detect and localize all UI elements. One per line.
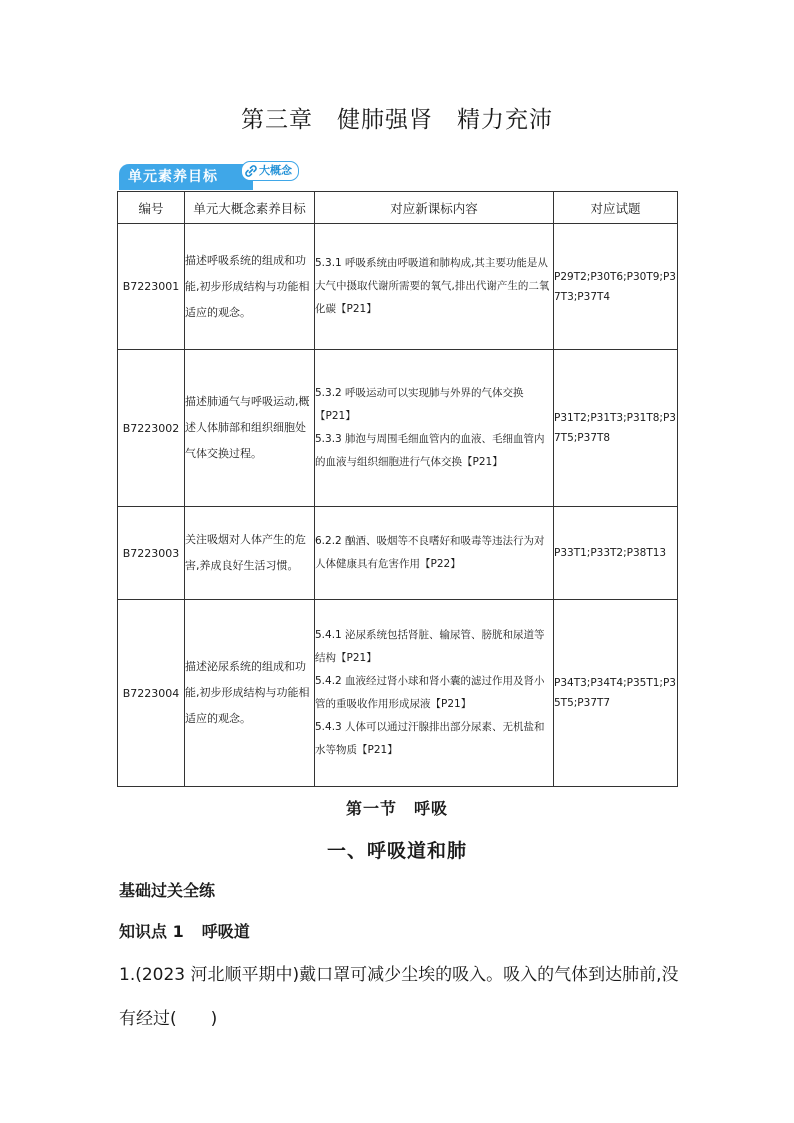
sub-title: 一、呼吸道和肺 [326, 840, 467, 862]
big-concept-tag [241, 161, 299, 181]
question-1: 1.(2023 河北顺平期中)戴口罩可减少尘埃的吸入。吸入的气体到达肺前,没有经过( ) [119, 965, 679, 1029]
big-concept-text: 大概念 [259, 164, 292, 177]
header-tests: 对应试题 [554, 192, 678, 224]
table-row [118, 600, 678, 787]
row-goal: 关注吸烟对人体产生的危害,养成良好生活习惯。 [185, 507, 315, 600]
chapter-title: 第三章 健肺强肾 精力充沛 [241, 107, 553, 133]
table-row [118, 350, 678, 507]
table-row [118, 507, 678, 600]
content-item: 5.3.1 呼吸系统由呼吸道和肺构成,其主要功能是从大气中摄取代谢所需要的氧气,排出代谢产生的二氧化碳【P21】 [315, 257, 550, 315]
row-goal: 描述泌尿系统的组成和功能,初步形成结构与功能相适应的观念。 [185, 600, 315, 787]
row-code: B7223003 [118, 507, 185, 600]
content-item: 6.2.2 酗酒、吸烟等不良嗜好和吸毒等违法行为对人体健康具有危害作用【P22】 [315, 535, 545, 570]
row-content [315, 224, 554, 350]
row-content [315, 507, 554, 600]
table-header-row [118, 192, 678, 224]
knowledge-point-name: 呼吸道 [201, 922, 250, 941]
section-title: 第一节 呼吸 [345, 799, 448, 818]
content-item: 5.4.2 血液经过肾小球和肾小囊的滤过作用及肾小管的重吸收作用形成尿液【P21】 [315, 675, 545, 710]
content-item: 5.3.3 肺泡与周围毛细血管内的血液、毛细血管内的血液与组织细胞进行气体交换【P21】 [315, 433, 545, 468]
row-code: B7223002 [118, 350, 185, 507]
practice-heading: 基础过关全练 [119, 881, 216, 900]
row-tests: P33T1;P33T2;P38T13 [554, 507, 678, 600]
row-tests: P31T2;P31T3;P31T8;P37T5;P37T8 [554, 350, 678, 507]
knowledge-point-heading [119, 919, 250, 942]
row-content [315, 350, 554, 507]
table-row [118, 224, 678, 350]
content-item: 5.3.2 呼吸运动可以实现肺与外界的气体交换【P21】 [315, 387, 524, 422]
row-tests: P29T2;P30T6;P30T9;P37T3;P37T4 [554, 224, 678, 350]
header-goal: 单元大概念素养目标 [185, 192, 315, 224]
knowledge-point-label: 知识点 1 [119, 922, 184, 941]
row-content [315, 600, 554, 787]
content-item: 5.4.1 泌尿系统包括肾脏、输尿管、膀胱和尿道等结构【P21】 [315, 629, 545, 664]
unit-goals-table [117, 191, 678, 787]
row-code: B7223004 [118, 600, 185, 787]
link-icon [245, 165, 257, 177]
header-code: 编号 [118, 192, 185, 224]
row-code: B7223001 [118, 224, 185, 350]
row-goal: 描述呼吸系统的组成和功能,初步形成结构与功能相适应的观念。 [185, 224, 315, 350]
row-goal: 描述肺通气与呼吸运动,概述人体肺部和组织细胞处气体交换过程。 [185, 350, 315, 507]
content-item: 5.4.3 人体可以通过汗腺排出部分尿素、无机盐和水等物质【P21】 [315, 721, 545, 756]
header-content: 对应新课标内容 [315, 192, 554, 224]
unit-goals-label: 单元素养目标 [119, 164, 253, 190]
row-tests: P34T3;P34T4;P35T1;P35T5;P37T7 [554, 600, 678, 787]
